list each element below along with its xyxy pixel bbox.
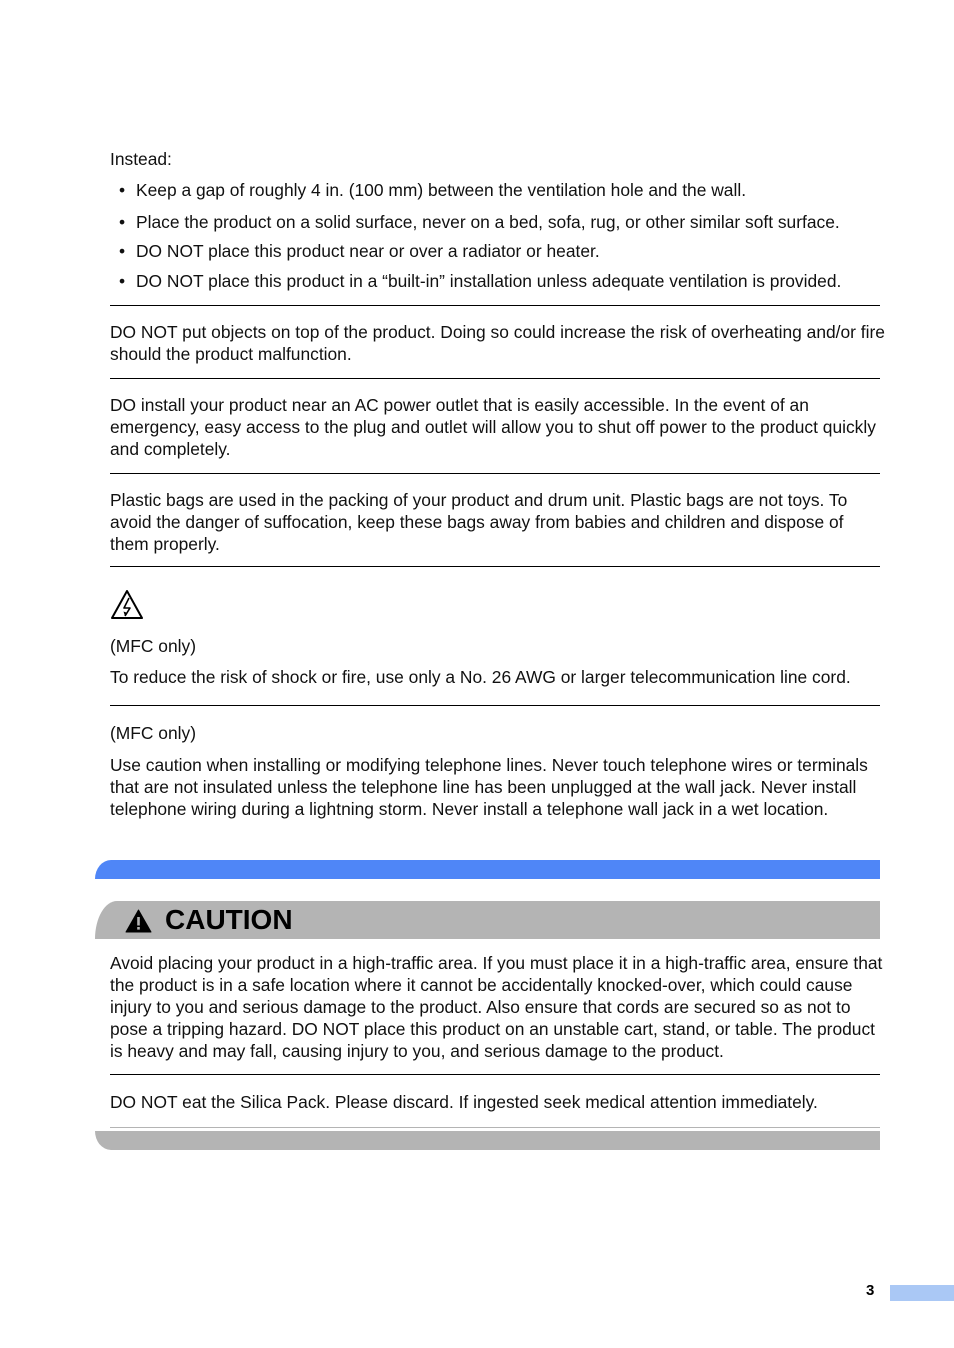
electrical-hazard-icon	[110, 589, 144, 620]
divider	[110, 705, 880, 706]
bullet-text: Place the product on a solid surface, never on a bed, sofa, rug, or other similar soft surface.	[136, 212, 840, 232]
page-tab-marker	[890, 1285, 954, 1301]
page-number: 3	[866, 1282, 875, 1299]
divider	[110, 1074, 880, 1075]
warning-triangle-icon	[125, 909, 152, 933]
caution-silica-pack: DO NOT eat the Silica Pack. Please discard. If ingested seek medical attention immediately.	[110, 1092, 818, 1112]
list-item: • DO NOT place this product in a “built-in” installation unless adequate ventilation is provided.	[119, 271, 842, 291]
warning-section-end-bar	[95, 860, 880, 879]
warning-plastic-bags: Plastic bags are used in the packing of your product and drum unit. Plastic bags are not toys. To avoid the danger of suffocation, keep these bags away from babies and children and dispose of them properly.	[110, 490, 848, 554]
divider	[110, 566, 880, 567]
warning-telephone-lines: Use caution when installing or modifying telephone lines. Never touch telephone wires or terminals that are not insulated unless the telephone line has been unplugged at the wall jack. Never install telephone wiring during a lightning storm. Never install a telephone wall jack in a wet location.	[110, 755, 868, 819]
warning-power-outlet: DO install your product near an AC power outlet that is easily accessible. In the event of an emergency, easy access to the plug and outlet will allow you to shut off power to the product quickly and completely.	[110, 395, 876, 459]
bullet-text: DO NOT place this product in a “built-in” installation unless adequate ventilation is provided.	[136, 271, 842, 291]
list-item: • DO NOT place this product near or over a radiator or heater.	[119, 241, 600, 261]
caution-title: CAUTION	[165, 904, 293, 935]
divider	[110, 305, 880, 306]
divider	[110, 473, 880, 474]
mfc-only-note: (MFC only)	[110, 636, 196, 656]
caution-section-end-bar	[95, 1131, 880, 1150]
caution-high-traffic: Avoid placing your product in a high-traffic area. If you must place it in a high-traffic area, ensure that the product is in a safe location where it cannot be accidentally knocked-over, which could cause injury to you and serious damage to the product. Also ensure that cords are secured so as not to pose a tripping hazard. DO NOT place this product on an unstable cart, stand, or table. The product is heavy and may fall, causing injury to you, and serious damage to the product.	[110, 953, 883, 1061]
divider	[110, 1127, 880, 1128]
list-item: • Place the product on a solid surface, never on a bed, sofa, rug, or other similar soft surface.	[119, 212, 840, 232]
warning-objects-on-top: DO NOT put objects on top of the product. Doing so could increase the risk of overheating and/or fire should the product malfunction.	[110, 322, 885, 364]
bullet-text: DO NOT place this product near or over a radiator or heater.	[136, 241, 600, 261]
mfc-only-note: (MFC only)	[110, 723, 196, 743]
warning-line-cord: To reduce the risk of shock or fire, use only a No. 26 AWG or larger telecommunication line cord.	[110, 667, 851, 687]
list-item: • Keep a gap of roughly 4 in. (100 mm) between the ventilation hole and the wall.	[119, 180, 747, 200]
divider	[110, 378, 880, 379]
intro-label: Instead:	[110, 149, 172, 169]
bullet-text: Keep a gap of roughly 4 in. (100 mm) between the ventilation hole and the wall.	[136, 180, 747, 200]
